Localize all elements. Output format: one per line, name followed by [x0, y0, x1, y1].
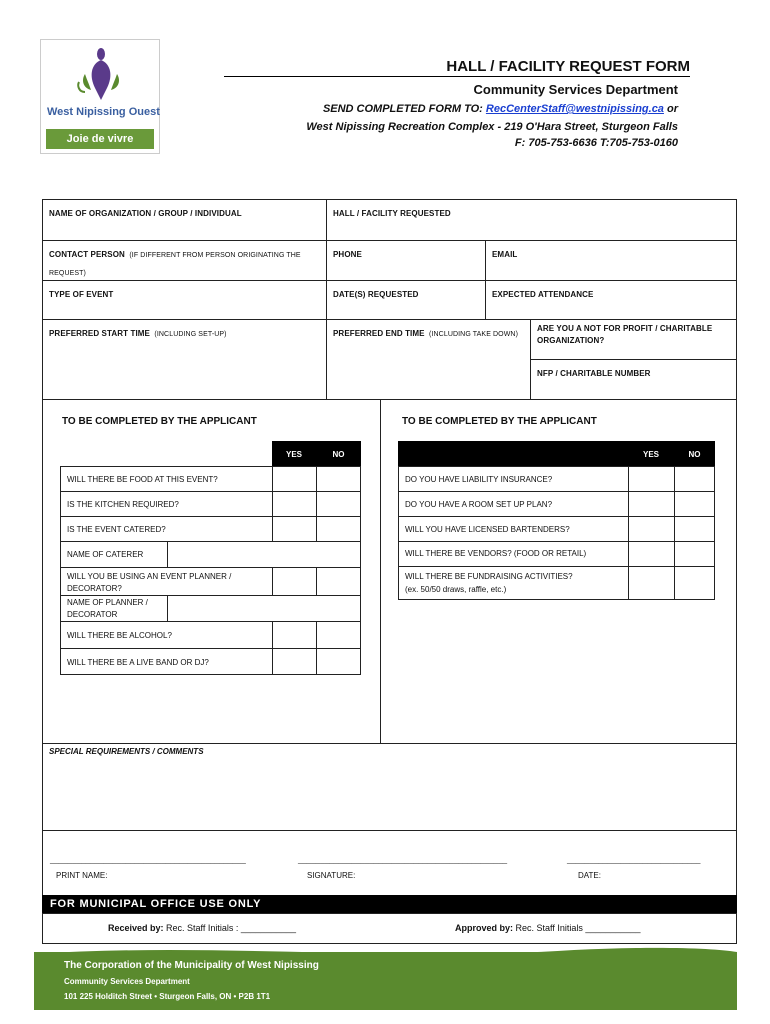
phone-field[interactable]: [326, 240, 486, 281]
q-vendors: WILL THERE BE VENDORS? (FOOD OR RETAIL): [405, 549, 587, 558]
footer-corporation: The Corporation of the Municipality of West Nipissing: [64, 960, 319, 971]
right-panel-heading: TO BE COMPLETED BY THE APPLICANT: [402, 416, 597, 427]
q-planner-name: NAME OF PLANNER / DECORATOR: [67, 598, 148, 619]
q-catered: IS THE EVENT CATERED?: [67, 525, 166, 534]
form-title: HALL / FACILITY REQUEST FORM: [224, 58, 690, 77]
footer-department: Community Services Department: [64, 977, 190, 986]
contact-field[interactable]: [42, 240, 327, 281]
caterer-name-input[interactable]: [167, 541, 361, 568]
band-no-box[interactable]: [316, 648, 361, 675]
right-row-setup: [398, 491, 629, 517]
footer-banner: [34, 952, 737, 1010]
vendors-yes-box[interactable]: [628, 541, 675, 567]
attendance-label: EXPECTED ATTENDANCE: [492, 290, 594, 299]
signature-label: SIGNATURE:: [307, 871, 356, 880]
footer-address: 101 225 Holditch Street • Sturgeon Falls, ON • P2B 1T1: [64, 992, 271, 1001]
vendors-no-box[interactable]: [674, 541, 715, 567]
left-row-alcohol: [60, 621, 273, 649]
planner-no-box[interactable]: [316, 567, 361, 596]
q-caterer: NAME OF CATERER: [67, 550, 144, 559]
dates-label: DATE(S) REQUESTED: [333, 290, 419, 299]
end-time-field[interactable]: [326, 319, 531, 400]
q-bartenders: WILL YOU HAVE LICENSED BARTENDERS?: [405, 525, 570, 534]
alcohol-yes-box[interactable]: [272, 621, 317, 649]
left-panel-heading: TO BE COMPLETED BY THE APPLICANT: [62, 416, 257, 427]
nfp-number-field[interactable]: [530, 359, 737, 400]
send-email-link[interactable]: RecCenterStaff@westnipissing.ca: [485, 103, 664, 115]
q-kitchen: IS THE KITCHEN REQUIRED?: [67, 500, 179, 509]
logo-tagline: Joie de vivre: [46, 129, 154, 149]
send-prefix: SEND COMPLETED FORM TO:: [322, 103, 486, 115]
logo-name: West Nipissing Ouest: [47, 106, 160, 118]
email-label: EMAIL: [492, 250, 518, 259]
kitchen-no-box[interactable]: [316, 491, 361, 517]
start-note: (INCLUDING SET-UP): [154, 331, 227, 338]
right-row-fundraising: [398, 566, 629, 600]
left-yes-header: YES: [272, 441, 316, 467]
left-row-catered: [60, 516, 273, 542]
nfp-question: ARE YOU A NOT FOR PROFIT / CHARITABLE ORGANIZATION?: [537, 324, 713, 345]
bartenders-no-box[interactable]: [674, 516, 715, 542]
email-field[interactable]: [485, 240, 737, 281]
fundraising-yes-box[interactable]: [628, 566, 675, 600]
q-setup: DO YOU HAVE A ROOM SET UP PLAN?: [405, 500, 553, 509]
start-label: PREFERRED START TIME: [49, 329, 150, 338]
hall-field[interactable]: [326, 199, 737, 241]
kitchen-yes-box[interactable]: [272, 491, 317, 517]
right-header-bar: [398, 441, 628, 467]
left-row-planner: [60, 567, 273, 596]
special-requirements-field[interactable]: [42, 743, 737, 831]
catered-yes-box[interactable]: [272, 516, 317, 542]
send-instructions: [323, 103, 678, 115]
catered-no-box[interactable]: [316, 516, 361, 542]
setup-no-box[interactable]: [674, 491, 715, 517]
left-row-food: [60, 466, 273, 492]
attendance-field[interactable]: [485, 280, 737, 320]
print-name-label: PRINT NAME:: [56, 871, 108, 880]
contact-label: CONTACT PERSON: [49, 250, 125, 259]
approved-label: Approved by:: [455, 923, 514, 933]
nfp-question-field[interactable]: [530, 319, 737, 360]
setup-yes-box[interactable]: [628, 491, 675, 517]
date-label: DATE:: [578, 871, 601, 880]
q-food: WILL THERE BE FOOD AT THIS EVENT?: [67, 475, 218, 484]
q-insurance: DO YOU HAVE LIABILITY INSURANCE?: [405, 475, 553, 484]
left-no-header: NO: [316, 441, 361, 467]
band-yes-box[interactable]: [272, 648, 317, 675]
event-type-field[interactable]: [42, 280, 327, 320]
food-no-box[interactable]: [316, 466, 361, 492]
event-type-label: TYPE OF EVENT: [49, 290, 114, 299]
dates-field[interactable]: [326, 280, 486, 320]
logo-figure-icon: [71, 44, 131, 104]
q-fundraising: WILL THERE BE FUNDRAISING ACTIVITIES?: [405, 572, 573, 581]
office-use-heading: FOR MUNICIPAL OFFICE USE ONLY: [42, 895, 737, 914]
right-no-header: NO: [674, 441, 715, 467]
department-name: Community Services Department: [473, 82, 678, 97]
left-row-kitchen: [60, 491, 273, 517]
fundraising-no-box[interactable]: [674, 566, 715, 600]
q-fundraising-note: (ex. 50/50 draws, raffle, etc.): [405, 585, 507, 594]
q-planner: WILL YOU BE USING AN EVENT PLANNER / DECORATOR?: [67, 572, 232, 593]
print-name-line[interactable]: ____________________________________________: [50, 855, 246, 864]
end-label: PREFERRED END TIME: [333, 329, 425, 338]
approved-initials: Rec. Staff Initials ___________: [515, 923, 641, 933]
insurance-no-box[interactable]: [674, 466, 715, 492]
nfp-number-label: NFP / CHARITABLE NUMBER: [537, 369, 651, 378]
send-suffix: or: [663, 103, 678, 115]
hall-label: HALL / FACILITY REQUESTED: [333, 209, 451, 218]
signature-line[interactable]: _______________________________________________: [298, 855, 508, 864]
special-label: SPECIAL REQUIREMENTS / COMMENTS: [49, 747, 204, 756]
approved-by[interactable]: [455, 923, 640, 933]
received-label: Received by:: [108, 923, 164, 933]
send-address: West Nipissing Recreation Complex - 219 O'Hara Street, Sturgeon Falls: [306, 121, 678, 133]
date-line[interactable]: ______________________________: [567, 855, 701, 864]
contact-note: (IF DIFFERENT FROM PERSON ORIGINATING THE REQUEST): [49, 252, 301, 277]
alcohol-no-box[interactable]: [316, 621, 361, 649]
planner-yes-box[interactable]: [272, 567, 317, 596]
municipality-logo: [40, 39, 160, 154]
org-label: NAME OF ORGANIZATION / GROUP / INDIVIDUAL: [49, 209, 242, 218]
right-row-bartenders: [398, 516, 629, 542]
org-field[interactable]: [42, 199, 327, 241]
bartenders-yes-box[interactable]: [628, 516, 675, 542]
planner-name-input[interactable]: [167, 595, 361, 622]
phone-label: PHONE: [333, 250, 362, 259]
end-note: (INCLUDING TAKE DOWN): [429, 331, 519, 338]
left-row-caterer: [60, 541, 168, 568]
q-band: WILL THERE BE A LIVE BAND OR DJ?: [67, 658, 209, 667]
food-yes-box[interactable]: [272, 466, 317, 492]
right-yes-header: YES: [628, 441, 674, 467]
q-alcohol: WILL THERE BE ALCOHOL?: [67, 631, 172, 640]
insurance-yes-box[interactable]: [628, 466, 675, 492]
received-initials: Rec. Staff Initials : ___________: [166, 923, 296, 933]
left-row-planner-name: [60, 595, 168, 622]
left-row-band: [60, 648, 273, 675]
right-row-insurance: [398, 466, 629, 492]
send-phones: F: 705-753-6636 T:705-753-0160: [514, 137, 678, 149]
received-by[interactable]: [108, 923, 296, 933]
start-time-field[interactable]: [42, 319, 327, 400]
right-row-vendors: [398, 541, 629, 567]
